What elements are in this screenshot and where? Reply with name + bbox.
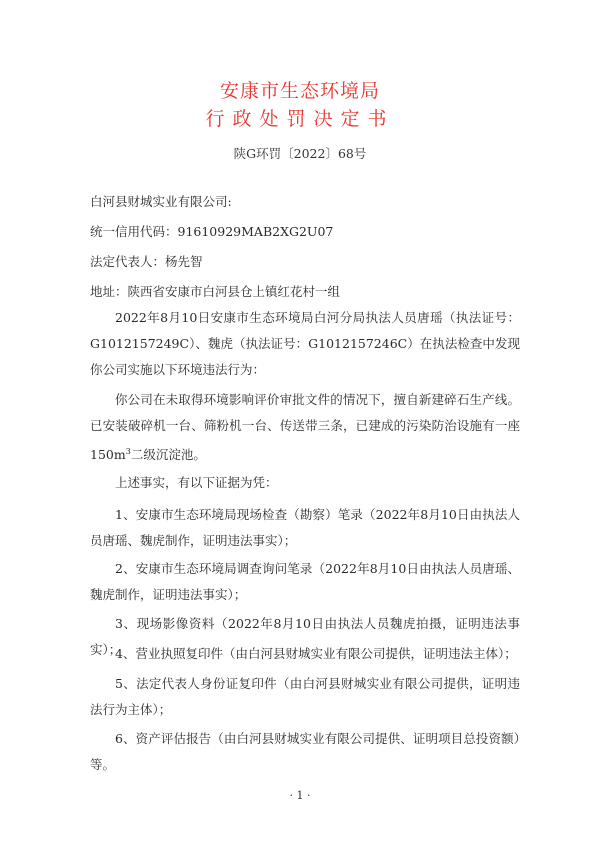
address: 地址：陕西省安康市白河县仓上镇红花村一组 [90, 284, 341, 299]
violation-paragraph [90, 387, 520, 468]
evidence-item-5: 5、法定代表人身份证复印件（由白河县财城实业有限公司提供，证明违法行为主体）； [90, 676, 520, 717]
document-title: 行政处罚决定书 [205, 108, 395, 130]
page-number: · 1 · [289, 789, 311, 802]
document-number: 陕G环罚〔2022〕68号 [233, 146, 367, 161]
legal-representative: 法定代表人：杨先智 [90, 254, 203, 269]
violation-text: 你公司在未取得环境影响评价审批文件的情况下，擅自新建碎石生产线。已安装破碎机一台、筛粉机一台、传送带三条，已建成的污染防治设施有一座150m [90, 392, 520, 463]
intro-paragraph: 2022年8月10日安康市生态环境局白河分局执法人员唐瑶（执法证号：G1012157249C）、魏虎（执法证号：G1012157246C）在执法检查中发现你公司实施以下环境违法行为： [90, 310, 520, 377]
evidence-item-6: 6、资产评估报告（由白河县财城实业有限公司提供、证明项目总投资额）等。 [90, 731, 520, 772]
credit-code: 统一信用代码：91610929MAB2XG2U07 [90, 224, 334, 239]
violation-tail: 二级沉淀池。 [130, 447, 206, 463]
evidence-item-1: 1、安康市生态环境局现场检查（勘察）笔录（2022年8月10日由执法人员唐瑶、魏虎制作，证明违法事实）； [90, 507, 520, 548]
party-name: 白河县财城实业有限公司: [90, 194, 232, 209]
agency-title: 安康市生态环境局 [219, 80, 380, 102]
evidence-item-3: 3、现场影像资料（2022年8月10日由执法人员魏虎拍摄，证明违法事实）； [90, 616, 520, 657]
evidence-item-4: 4、营业执照复印件（由白河县财城实业有限公司提供，证明违法主体）； [115, 646, 517, 661]
unit-superscript: 3 [125, 447, 131, 456]
evidence-intro: 上述事实，有以下证据为凭： [115, 475, 278, 490]
evidence-item-2: 2、安康市生态环境局调查询问笔录（2022年8月10日由执法人员唐瑶、魏虎制作，证明违法事实）； [90, 561, 520, 602]
